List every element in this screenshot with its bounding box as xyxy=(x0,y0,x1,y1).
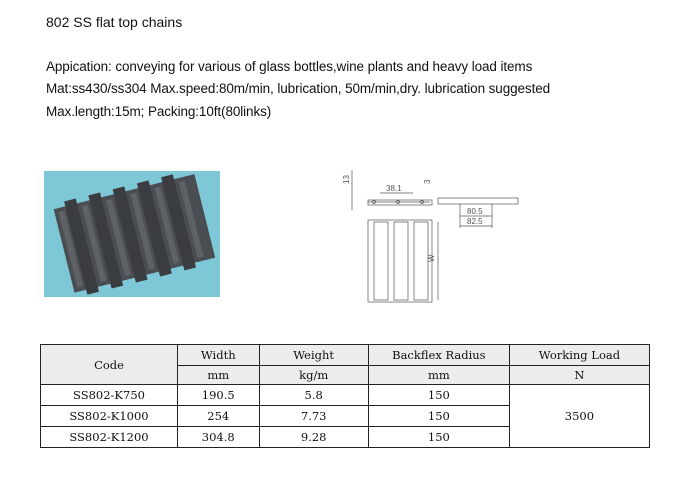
unit-weight: kg/m xyxy=(259,366,368,385)
cell-radius: 150 xyxy=(368,406,509,427)
cell-code: SS802-K1200 xyxy=(41,427,178,448)
cell-radius: 150 xyxy=(368,385,509,406)
page-title: 802 SS flat top chains xyxy=(46,14,183,30)
dim-width: W xyxy=(427,254,436,262)
cell-working-load: 3500 xyxy=(509,385,649,448)
cell-width: 254 xyxy=(178,406,260,427)
cell-weight: 9.28 xyxy=(259,427,368,448)
chain-photo xyxy=(44,171,220,297)
header-weight: Weight xyxy=(259,345,368,366)
cell-weight: 7.73 xyxy=(259,406,368,427)
dim-b: 82.5 xyxy=(467,217,483,226)
unit-load: N xyxy=(509,366,649,385)
dim-height: 13 xyxy=(342,175,351,184)
application-text: Appication: conveying for various of glass bottles,wine plants and heavy load items xyxy=(46,59,533,74)
length-packing-text: Max.length:15m; Packing:10ft(80links) xyxy=(46,104,272,119)
cell-width: 190.5 xyxy=(178,385,260,406)
table-row xyxy=(41,385,650,406)
header-code: Code xyxy=(41,345,178,385)
header-working-load: Working Load xyxy=(509,345,649,366)
cell-weight: 5.8 xyxy=(259,385,368,406)
technical-drawing xyxy=(340,160,540,310)
header-backflex: Backflex Radius xyxy=(368,345,509,366)
header-width: Width xyxy=(178,345,260,366)
cell-radius: 150 xyxy=(368,427,509,448)
dim-thickness: 3 xyxy=(423,179,432,184)
cell-width: 304.8 xyxy=(178,427,260,448)
material-speed-text: Mat:ss430/ss304 Max.speed:80m/min, lubrication, 50m/min,dry. lubrication suggested xyxy=(46,81,551,96)
spec-table xyxy=(40,344,650,448)
dim-pitch: 38.1 xyxy=(386,184,402,193)
cell-code: SS802-K750 xyxy=(41,385,178,406)
unit-width: mm xyxy=(178,366,260,385)
cell-code: SS802-K1000 xyxy=(41,406,178,427)
unit-radius: mm xyxy=(368,366,509,385)
dim-a: 80.5 xyxy=(467,207,483,216)
